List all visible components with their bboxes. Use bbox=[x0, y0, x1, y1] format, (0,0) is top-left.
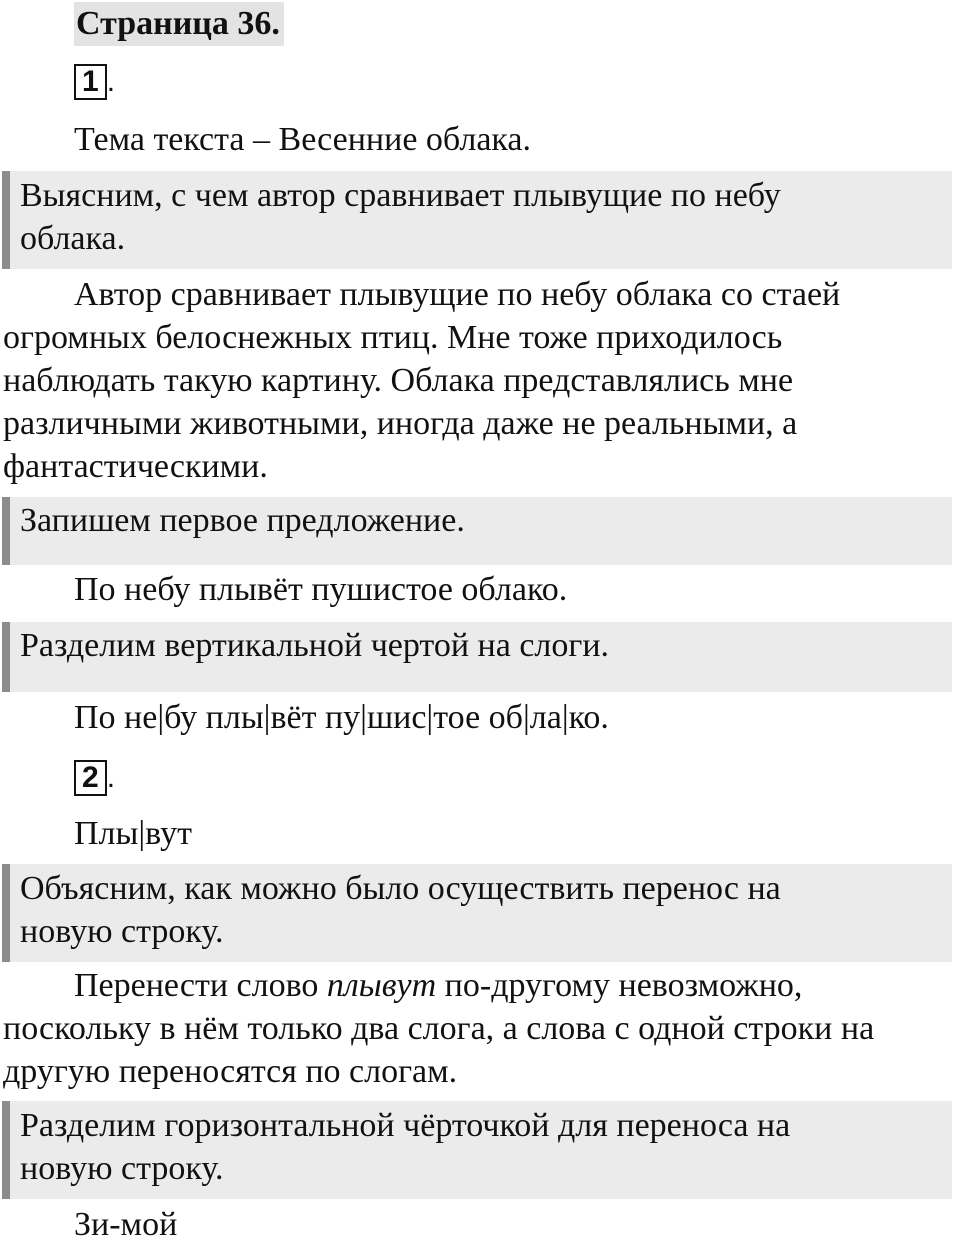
text-theme: Тема текста – Весенние облака. bbox=[74, 121, 532, 158]
first-sentence: По небу плывёт пушистое облако. bbox=[74, 571, 568, 608]
note-syllables: Разделим вертикальной чертой на слоги. bbox=[2, 622, 952, 692]
task-number-2: 2 . bbox=[74, 760, 115, 796]
syllable-split: По не|бу плы|вёт пу|шис|тое об|ла|ко. bbox=[74, 699, 609, 736]
note-first-sentence: Запишем первое предложение. bbox=[2, 497, 952, 565]
word-split: Плы|вут bbox=[74, 815, 192, 852]
hyphenation-example: Зи-мой bbox=[74, 1206, 178, 1243]
task-number-1: 1 . bbox=[74, 64, 115, 100]
task-number-box: 2 bbox=[74, 760, 107, 796]
note-hyphen: Разделим горизонтальной чёрточкой для переноса на новую строку. bbox=[2, 1101, 952, 1199]
answer-paragraph: Автор сравнивает плывущие по небу облака со стаей огромных белоснежных птиц. Мне тоже приходилось наблюдать такую картину. Облака представлялись мне различными животными, иногда даже не реальными, а фантастическими. bbox=[3, 276, 841, 485]
page-title: Страница 36. bbox=[74, 2, 284, 46]
italic-word: плывут bbox=[326, 967, 437, 1004]
note-transfer: Объясним, как можно было осуществить перенос на новую строку. bbox=[2, 864, 952, 962]
explanation-paragraph: Перенести слово плывут по-другому невозможно, поскольку в нём только два слога, а слова с одной строки на другую переносятся по слогам. bbox=[3, 967, 875, 1090]
note-compare: Выясним, с чем автор сравнивает плывущие по небу облака. bbox=[2, 171, 952, 269]
task-number-box: 1 bbox=[74, 64, 107, 100]
